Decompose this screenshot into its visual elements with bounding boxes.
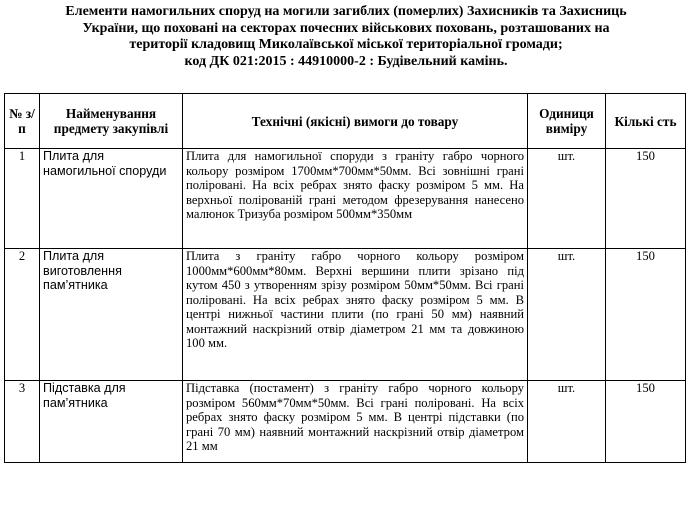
header-requirements: Технічні (якісні) вимоги до товару: [183, 94, 528, 149]
row-number: 2: [5, 249, 40, 381]
row-number: 3: [5, 381, 40, 463]
row-requirements: Плита для намогильної споруди з граніту габро чорного кольору розміром 1700мм*700мм*50мм. Всі зовнішні грані поліровані. На всіх ребрах знято фаску розміром 5 мм. На верхньої полірованій грані методом фрезерування нанесено малюнок Тризуба розміром 500мм*350мм: [183, 149, 528, 249]
header-unit: Одиниця виміру: [528, 94, 606, 149]
row-requirements: Підставка (постамент) з граніту габро чорного кольору розміром 560мм*70мм*50мм. Всі грані поліровані. На всіх ребрах знято фаску розміром 5 мм. В центрі підставки (по грані 70 мм) наявний монтажний наскрізний отвір діаметром 21 мм: [183, 381, 528, 463]
header-item-name: Найменування предмету закупівлі: [40, 94, 183, 149]
heading-line-3: території кладовищ Миколаївської міської територіальної громади;: [129, 37, 563, 52]
row-item-name: Плита для виготовлення пам’ятника: [40, 249, 183, 381]
table-header-row: [5, 94, 686, 149]
row-number: 1: [5, 149, 40, 249]
table-row: [5, 149, 686, 249]
row-quantity: 150: [606, 149, 686, 249]
row-item-name: Плита для намогильної споруди: [40, 149, 183, 249]
document-heading: [6, 4, 686, 70]
heading-line-4: код ДК 021:2015 : 44910000-2 : Будівельний камінь.: [184, 53, 508, 69]
header-quantity: Кількі сть: [606, 94, 686, 149]
heading-line-1: Елементи намогильних споруд на могили загиблих (померлих) Захисників та Захисниць: [65, 4, 627, 19]
row-item-name: Підставка для пам’ятника: [40, 381, 183, 463]
row-unit: шт.: [528, 149, 606, 249]
row-quantity: 150: [606, 381, 686, 463]
header-number: № з/п: [5, 94, 40, 149]
specification-table: [4, 93, 686, 463]
row-unit: шт.: [528, 249, 606, 381]
table-row: [5, 249, 686, 381]
row-unit: шт.: [528, 381, 606, 463]
row-quantity: 150: [606, 249, 686, 381]
row-requirements: Плита з граніту габро чорного кольору розміром 1000мм*600мм*80мм. Верхні вершини плити зрізано під кутом 450 з утворенням зрізу розміром 50мм*50мм. Всі грані поліровані. На всіх ребрах знято фаску розміром 5 мм. В центрі нижньої частини плити (по грані 50 мм) наявний монтажний наскрізний отвір діаметром 21 мм та довжиною 100 мм.: [183, 249, 528, 381]
heading-line-2: України, що поховані на секторах почесних військових поховань, розташованих на: [82, 20, 610, 36]
table-row: [5, 381, 686, 463]
